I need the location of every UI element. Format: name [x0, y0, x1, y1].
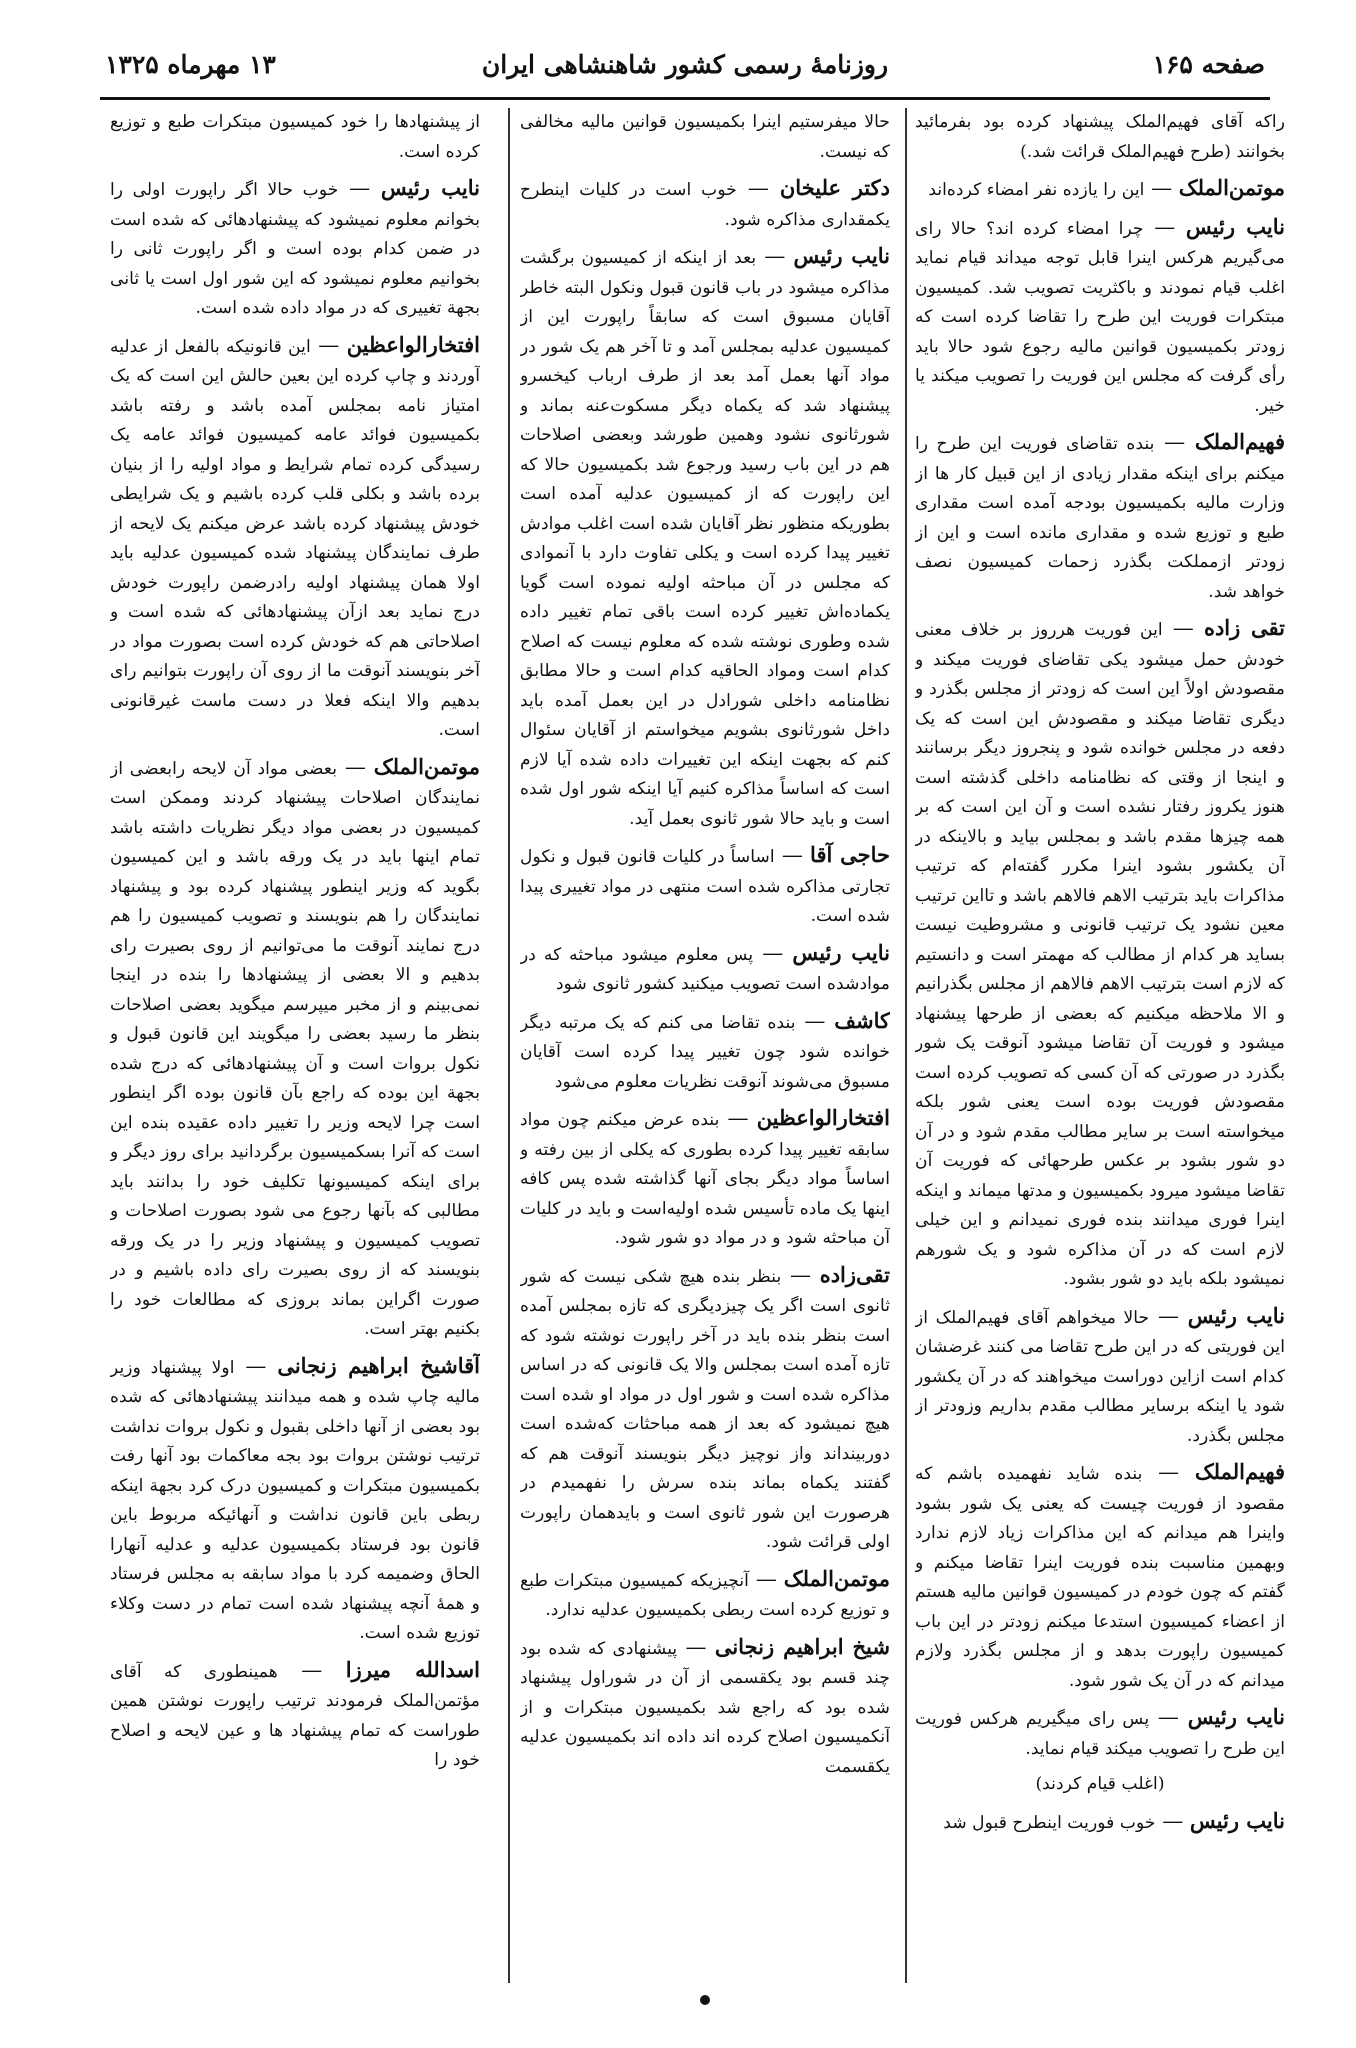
paragraph-text: خوب است در کلیات اینطرح یکمقداری مذاکره شود.: [520, 180, 890, 230]
paragraph-text: بنده تقاضا می کنم که یک مرتبه دیگر خوانده شود چون تغییر پیدا کرده است آقایان مسبوق می‌شوند آنوقت نظریات معلوم می‌شود: [520, 1012, 890, 1092]
paragraph-text: اولا پیشنهاد وزیر مالیه چاپ شده و همه میدانند پیشنهادهائی که شده بود بعضی از آنها داخلی بقبول و نکول بروات نداشت ترتیب نوشتن بروات بود بجه معاکمات بود آنها رفت بکمیسیون مبتکرات و کمیسیون درک کرد بجهة اینکه ربطی باین قانون نداشت و آنهائیکه مربوط باین قانون بود فرستاد بکمیسیون عدلیه و عدلیه آنهارا الحاق وضمیمه کرد با مواد سابقه به مجلس فرستاد و همهٔ آنچه پیشنهاد شده است تمام در دست وکلاء توزیع شده است.: [110, 1357, 480, 1643]
paragraph-text: همینطوری که آقای مؤتمن‌الملک فرمودند ترتیب راپورت نوشتن همین طوراست که تمام پیشنهاد ها و عین لایحه و اصلاح خود را: [110, 1661, 480, 1770]
paragraph: [520, 1103, 890, 1254]
paragraph: [915, 1806, 1285, 1839]
paragraph: [915, 173, 1285, 206]
paragraph-text: بعد از اینکه از کمیسیون برگشت مذاکره میشود در باب قانون قبول ونکول البته خاطر آقایان مسبوق است که سابقاً راپورت این از کمیسیون عدلیه بمجلس آمد و تا آخر هم یک شور در مواد آنها بعمل آمد بعد از طرف ارباب کیخسرو پیشنهاد شد که یکماه دیگر مسکوت‌عنه بماند و شورثانوی نشود وهمین طورشد وبعضی اصلاحات هم در این باب رسید ورجوع شد بکمیسیون حالا که این راپورت که از کمیسیون عدلیه آمده است بطوریکه منظور نظر آقایان شده است اغلب موادش تغییر پیدا کرده است و یکلی تفاوت دارد با آنموادی که مجلس در آن مباحثه اولیه نموده است گویا یکماده‌اش تغییر کرده است باقی تمام تغییر داده شده وطوری نوشته شده که معلوم نیست که اصلاح کدام است ومواد الحاقیه کدام است و حالا مطابق نظامنامه داخلی شورادل در این بعمل آمده باید داخل شورثانوی بشویم میخواستم از آقایان سئوال کنم که بجهت اینکه این تغییرات داده شده آیا لازم است که اساساً مذاکره کنیم آیا اینکه شور اول شده است و باید حالا شور ثانوی بعمل آید.: [520, 248, 890, 829]
paragraph: [110, 108, 480, 167]
paragraph-text: چرا امضاء کرده اند؟ حالا رای می‌گیریم هرکس اینرا قابل توجه میداند قیام نماید اغلب قیام نمودند و باکثریت تصویب شد. کمیسیون مبتکرات فوریت این طرح را تقاضا کرده است که زودتر بکمیسیون قوانین مالیه رجوع شود حالا باید رأی گرفت که مجلس این فوریت را تصویب میکند یا خیر.: [915, 218, 1285, 416]
paragraph-text: اساساً در کلیات قانون قبول و نکول تجارتی مذاکره شده است منتهی در مواد تغییری پیدا شده است.: [520, 847, 890, 926]
speaker-name: تقی‌زاده —: [781, 1262, 890, 1287]
paragraph: [915, 1301, 1285, 1452]
paragraph: [110, 1655, 480, 1776]
paragraph-text: بنده تقاضای فوریت این طرح را میکنم برای اینکه مقدار زیادی از این قبیل کار ها از وزارت مالیه بکمیسیون بودجه آمده است مقداری طبع و توزیع شده و مقداری مانده است و این از زودتر ازمملکت بگذرد زحمات کمیسیون نصف خواهد شد.: [915, 434, 1285, 602]
footer-dot: [700, 1995, 710, 2005]
issue-date: ۱۳ مهرماه ۱۳۲۵: [105, 50, 276, 79]
speaker-name: نایب رئیس —: [756, 243, 890, 268]
page-header: [105, 40, 1265, 100]
speaker-name: نایب رئیس —: [753, 940, 890, 965]
speaker-name: حاجی آقا —: [775, 842, 890, 867]
paragraph: [520, 1564, 890, 1626]
column-left: [110, 108, 480, 1988]
paragraph-text: این قانونیکه بالفعل از عدلیه آوردند و چاپ کرده این بعین حالش این است که یک امتیاز نامه بمجلس آمده باشد و رفته باشد بکمیسیون فوائد عامه کمیسیون فوائد عامه یک رسیدگی کرده تمام شرایط و مواد اولیه را از بنیان برده باشد و بکلی قلب کرده باشیم و یک شرایطی خودش پیشنهاد کرده باشد عرض میکنم یک لایحه از طرف نمایندگان پیشنهاد شده کمیسیون عدلیه باید اولا همان پیشنهاد اولیه رادرضمن راپورت خودش درج نماید بعد ازآن پیشنهادهائی که شده است و اصلاحاتی هم که خودش کرده است بصورت مواد در آخر بنویسند آنوقت ما از روی آن راپورت بتوانیم رای بدهیم والا اینکه فعلا در دست ماست غیرقانونی است.: [110, 336, 480, 740]
speaker-name: نایب رئیس —: [338, 175, 480, 200]
paragraph-text: (اغلب قیام کردند): [1035, 1774, 1165, 1794]
paragraph-text: بعضی مواد آن لایحه رابعضی از نمایندگان اصلاحات پیشنهاد کردند وممکن است کمیسیون در بعضی مواد دیگر نظریات داشته باشد تمام اینها باید در یک ورقه باشد و این کمیسیون بگوید که وزیر اینطور پیشنهاد کرده بود و پیشنهاد نمایندگان را هم بنویسند و تصویب کمیسیون را هم درج نمایند آنوقت ما می‌توانیم از روی بصیرت رای بدهیم و الا بعضی از پیشنهادها را بنده در اینجا نمی‌بینم و از مخبر میپرسم میگوید بعضی اصلاحات بنظر ما رسید بعضی را میگویند این قانون قبول و نکول بروات است و آن پیشنهادهائی که درج شده بجهة این بوده که راجع بآن قانون بوده اگر اینطور است چرا لایحه وزیر را تغییر داده عقیده بنده این است که آنرا بسکمیسیون برگردانید برای روز دیگر و برای اینکه کمیسیونها تکلیف خود را بدانند باید مطالبی که بآنها رجوع می شود بصورت اصلاحات و تصویب کمیسیون و پیشنهاد وزیر را در یک ورقه بنویسند که از روی بصیرت رای داده باشیم و در صورت اگراین بماند بروزی که مطالعات خود را بکنیم بهتر است.: [110, 758, 480, 1339]
paragraph-text: بنظر بنده هیچ شکی نیست که شور ثانوی است اگر یک چیزدیگری که تازه بمجلس آمده است بنظر بنده باید در آخر راپورت نوشته شود که تازه آمده است بمجلس والا یک قانونی که در اساس مذاکره شده است و شور اول در مواد او شده است هیچ نمیشود که بعد از همه مباحثات که‌شده است دوربینداند واز نوچیز دیگر بنویسند آنوقت هم که گفتند یکماه بماند بنده سرش را نفهمیدم در هرصورت این شور ثانوی است و بایدهمان راپورت اولی قرائت شود.: [520, 1266, 890, 1552]
paragraph: [110, 1351, 480, 1649]
column-divider: [508, 108, 510, 1983]
newspaper-title: روزنامهٔ رسمی کشور شاهنشاهی ایران: [481, 50, 889, 79]
speaker-name: موتمن‌الملک —: [749, 1566, 890, 1591]
paragraph: [520, 840, 890, 932]
paragraph: [915, 1457, 1285, 1696]
column-middle: [520, 108, 890, 1988]
header-rule: [100, 97, 1270, 100]
paragraph: [915, 108, 1285, 167]
speaker-name: نایب رئیس —: [1149, 1303, 1285, 1328]
speaker-name: کاشف —: [795, 1008, 890, 1033]
page-number: صفحه ۱۶۵: [1152, 50, 1265, 79]
speaker-name: فهیم‌الملک —: [1154, 429, 1285, 454]
paragraph: [110, 330, 480, 746]
speaker-name: آقاشیخ ابراهیم زنجانی —: [234, 1353, 480, 1378]
speaker-name: افتخارالواعظین —: [311, 332, 480, 357]
paragraph-text: خوب حالا اگر راپورت اولی را بخوانم معلوم نمیشود که پیشنهادهائی که شده است در ضمن کدام بوده است و اگر راپورت ثانی را بخوانیم معلوم نمیشود که این شور اول است یا ثانی بجهة تغییری که در مواد داده شده است.: [110, 180, 480, 318]
paragraph-text: پیشنهادی که شده بود چند قسم بود یکقسمی از آن در شوراول پیشنهاد شده بود که راجع شد بکمیسیون مبتکرات و از آنکمیسیون اصلاح کرده اند داده اند بکمیسیون عدلیه یکقسمت: [520, 1638, 890, 1777]
paragraph-text: راکه آقای فهیم‌الملک پیشنهاد کرده بود بفرمائید بخوانند (طرح فهیم‌الملک قرائت شد.): [915, 112, 1285, 162]
speaker-name: تقی زاده —: [1163, 615, 1285, 640]
paragraph-text: بنده عرض میکنم چون مواد سابقه تغییر پیدا کرده بطوری که یکلی از بین رفته و اساساً مواد دیگر بجای آنها گذاشته شده پس کافه اینها یک ماده تأسیس شده اولیه‌است و باید در کلیات آن مباحثه شود و در مواد دو شور شود.: [520, 1110, 890, 1248]
speaker-name: دکتر علیخان —: [737, 175, 890, 200]
paragraph: [520, 1006, 890, 1098]
paragraph: [520, 1632, 890, 1783]
speaker-name: افتخارالواعظین —: [719, 1105, 890, 1130]
paragraph-text: بنده شاید نفهمیده باشم که مقصود از فوریت چیست که یعنی یک شور بشود واینرا هم میدانم که این مذاکرات زیاد لازم ندارد وبهمین مناسبت بنده فوریت اینرا تقاضا میکنم و گفتم که چون خودم در کمیسیون قوانین مالیه هستم از اعضاء کمیسیون استدعا میکنم زودتر در این باب کمیسیون راپورت بدهد و از مجلس بگذرد ولازم میدانم که در آن یک شور شود.: [915, 1464, 1285, 1691]
speaker-name: اسدالله میرزا —: [278, 1657, 480, 1682]
column-divider: [905, 108, 907, 1983]
column-right: [915, 108, 1285, 1988]
paragraph: [520, 108, 890, 167]
speaker-name: موتمن‌الملک —: [337, 754, 480, 779]
paragraph: [915, 1702, 1285, 1764]
paragraph: [915, 613, 1285, 1295]
speaker-name: موتمن‌الملک —: [1144, 175, 1285, 200]
paragraph-text: این فوریت هرروز بر خلاف معنی خودش حمل میشود یکی تقاضای فوریت میکند و مقصودش اولاً این است که زودتر از مجلس بگذرد و دیگری تقاضا میکند و مقصودش این است که یک دفعه در مجلس خوانده شود و پنجروز دیگر برسانند و اینجا از وقتی که نظامنامه داخلی گذشته است هنوز یکروز رفتار نشده است و آن این است که بر همه چیزها مقدم باشد و بمجلس بیاید و بالاینکه در آن یکشور بشود اینرا مکرر گفته‌ام که ترتیب مذاکرات باید بترتیب الاهم فالاهم باشد و تااین ترتیب معین نشود یک ترتیب قانونی و مشروطیت نیست بساید هر کدام از مطالب که مهمتر است و دانستیم که لازم است بترتیب الاهم فالاهم از مجلس بگذرانیم و الا ملاحظه میکنیم که بعضی از طرحها پیشنهاد میشود و فوریت آن تقاضا میشود آنوقت یک شور بگذرد در صورتی که آن کسی که تصویب کرده است مقصودش فوریت بوده است یعنی شور بلکه میخواسته است بر سایر مطالب مقدم شود و در آن دو شور بشود بر عکس طرحهائی که فوریت آن تقاضا میشود میرود بکمیسیون و مدتها میماند و اینکه اینرا فوری میدانند بنده فوری نمیدانم و این خیلی لازم است که در آن مذاکره شود و یک شورهم نمیشود بلکه باید دو شور بشود.: [915, 620, 1285, 1289]
paragraph-text: خوب فوریت اینطرح قبول شد: [943, 1812, 1156, 1833]
paragraph-text: پس رای میگیریم هرکس فوریت این طرح را تصویب میکند قیام نماید.: [915, 1709, 1285, 1759]
paragraph: [915, 212, 1285, 422]
paragraph: [520, 241, 890, 834]
paragraph: [110, 752, 480, 1345]
speaker-name: نایب رئیس —: [1149, 1704, 1285, 1729]
paragraph-text: پس معلوم میشود مباحثه که در موادشده است تصویب میکنید کشور ثانوی شود: [520, 944, 890, 994]
paragraph-text: حالا میخواهم آقای فهیم‌الملک از این فوریتی که در این طرح تقاضا می کنند غرضشان کدام است ازاین دوراست میخواهند که در آن یکشور شود یا اینکه برسایر مطالب مقدم بداریم وزودتر از مجلس بگذرد.: [915, 1307, 1285, 1446]
paragraph-text: این را یازده نفر امضاء کرده‌اند: [928, 180, 1145, 200]
paragraph: [520, 173, 890, 235]
paragraph: [915, 427, 1285, 607]
paragraph: [520, 938, 890, 1000]
speaker-name: نایب رئیس —: [1156, 1808, 1285, 1833]
speaker-name: نایب رئیس —: [1144, 214, 1285, 239]
paragraph: [915, 1770, 1285, 1800]
paragraph: [110, 173, 480, 324]
paragraph-text: آنچیزیکه کمیسیون مبتکرات طبع و توزیع کرده است ربطی بکمیسیون عدلیه ندارد.: [520, 1570, 890, 1620]
paragraph-text: از پیشنهادها را خود کمیسیون مبتکرات طبع و توزیع کرده است.: [110, 112, 480, 162]
paragraph-text: حالا میفرستیم اینرا بکمیسیون قوانین مالیه مخالفی که نیست.: [520, 112, 890, 162]
speaker-name: شیخ ابراهیم زنجانی —: [677, 1634, 890, 1659]
speaker-name: فهیم‌الملک —: [1142, 1459, 1285, 1484]
paragraph: [520, 1260, 890, 1558]
